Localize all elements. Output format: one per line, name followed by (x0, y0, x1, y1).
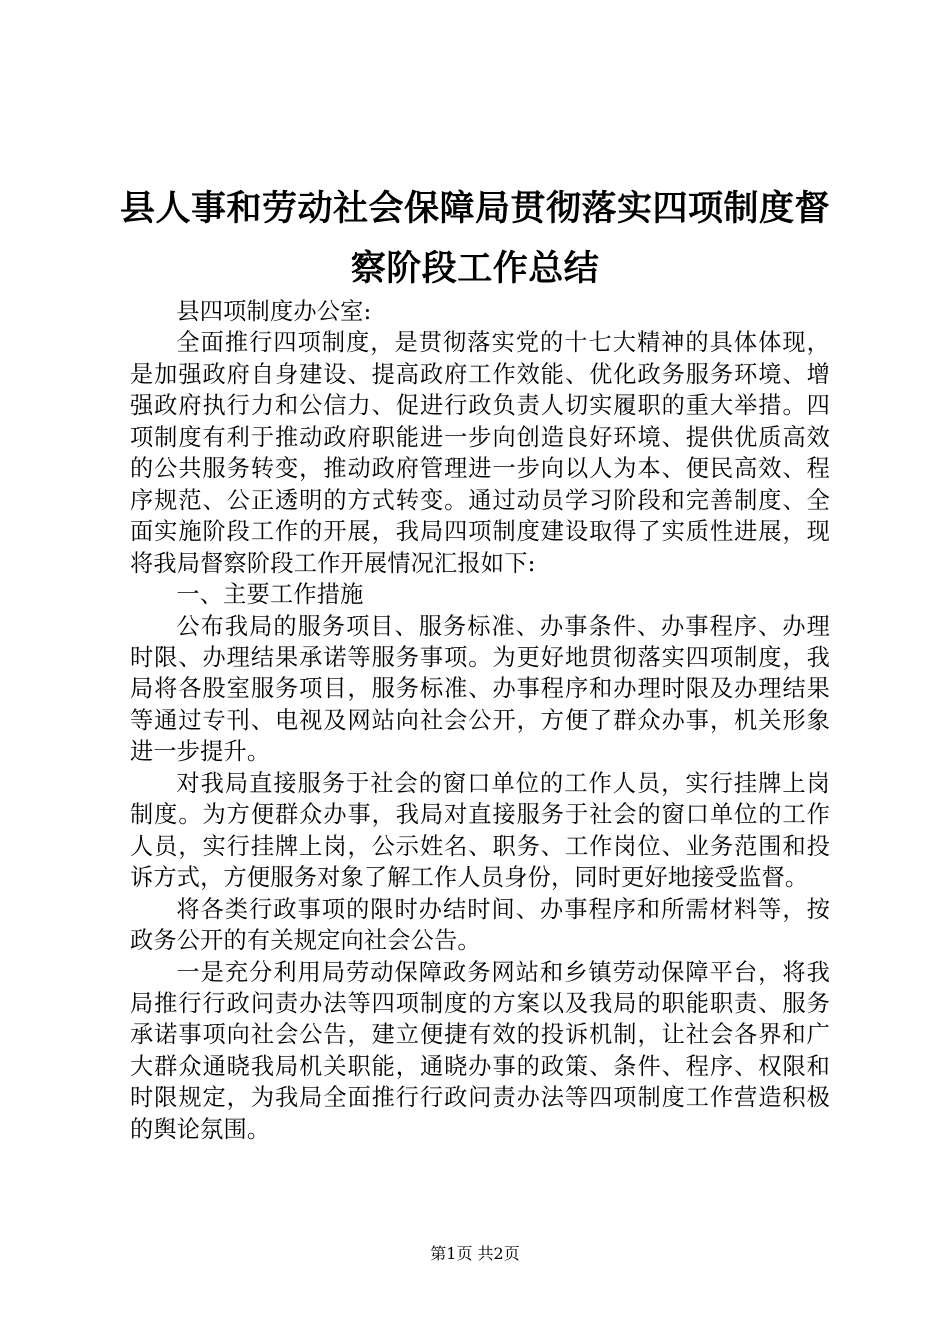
body-paragraph: 一是充分利用局劳动保障政务网站和乡镇劳动保障平台，将我局推行行政问责办法等四项制度的方案以及我局的职能职责、服务承诺事项向社会公告，建立便捷有效的投诉机制，让社会各界和广大群众通晓我局机关职能，通晓办事的政策、条件、程序、权限和时限规定，为我局全面推行行政问责办法等四项制度工作营造积极的舆论氛围。 (130, 958, 830, 1143)
document-body (130, 296, 830, 1145)
body-paragraph: 将各类行政事项的限时办结时间、办事程序和所需材料等，按政务公开的有关规定向社会公告。 (130, 895, 830, 955)
salutation: 县四项制度办公室: (176, 298, 372, 325)
document-title-line-2: 察阶段工作总结 (350, 249, 600, 289)
body-paragraph: 全面推行四项制度，是贯彻落实党的十七大精神的具体体现，是加强政府自身建设、提高政府工作效能、优化政务服务环境、增强政府执行力和公信力、促进行政负责人切实履职的重大举措。四项制度有利于推动政府职能进一步向创造良好环境、提供优质高效的公共服务转变，推动政府管理进一步向以人为本、便民高效、程序规范、公正透明的方式转变。通过动员学习阶段和完善制度、全面实施阶段工作的开展，我局四项制度建设取得了实质性进展，现将我局督察阶段工作开展情况汇报如下: (130, 329, 830, 577)
section-heading: 一、主要工作措施 (176, 581, 364, 609)
page-footer: 第1页 共2页 (430, 1244, 520, 1263)
body-paragraph: 对我局直接服务于社会的窗口单位的工作人员，实行挂牌上岗制度。为方便群众办事，我局对直接服务于社会的窗口单位的工作人员，实行挂牌上岗，公示姓名、职务、工作岗位、业务范围和投诉方式，方便服务对象了解工作人员身份，同时更好地接受监督。 (130, 769, 830, 892)
body-paragraph: 公布我局的服务项目、服务标准、办事条件、办事程序、办理时限、办理结果承诺等服务事项。为更好地贯彻落实四项制度，我局将各股室服务项目，服务标准、办事程序和办理时限及办理结果等通过专刊、电视及网站向社会公开，方便了群众办事，机关形象进一步提升。 (130, 612, 830, 766)
document-title-line-1: 县人事和劳动社会保障局贯彻落实四项制度督 (119, 189, 830, 229)
